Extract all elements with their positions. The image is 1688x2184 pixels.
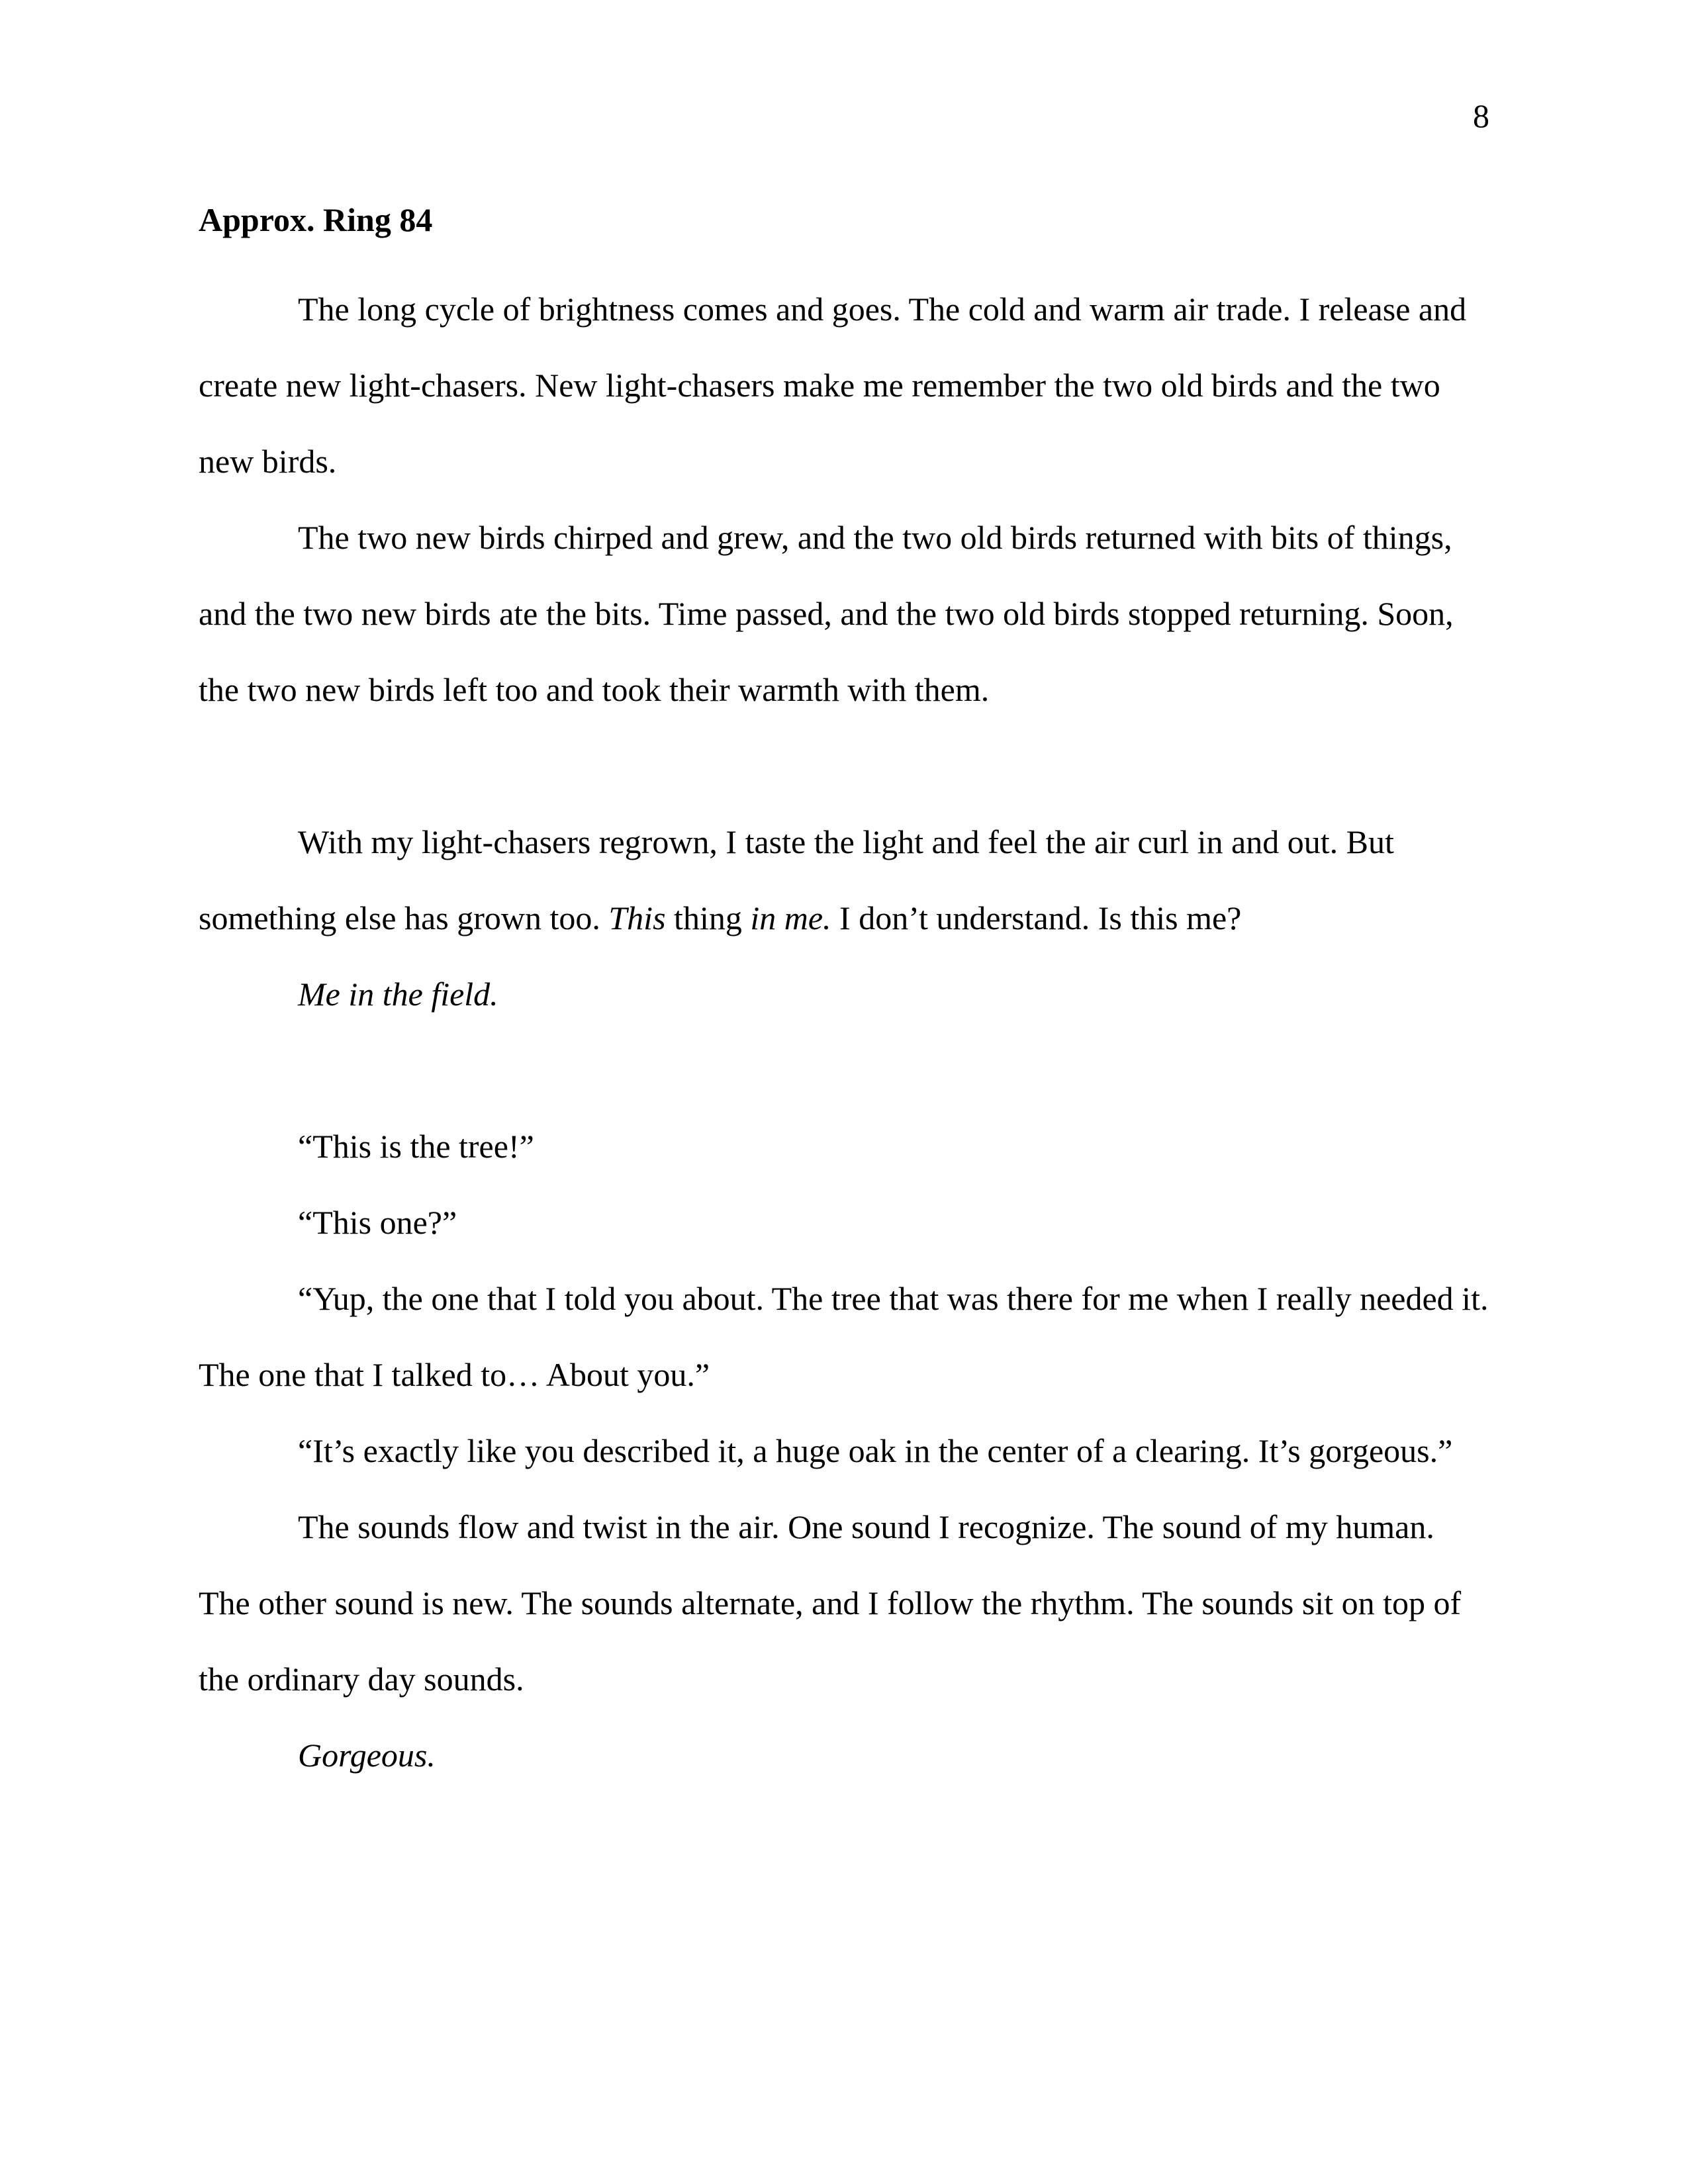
paragraph-1: The long cycle of brightness comes and goes. The cold and warm air trade. I release and create new light-chasers. New light-chasers make me remember the two old birds and the two new birds. [199,291,1467,480]
paragraph-6: “This one?” [298,1204,457,1241]
paragraph-5: “This is the tree!” [298,1128,534,1165]
paragraph-10-italic: Gorgeous. [298,1737,436,1774]
paragraph-group-1 [199,271,1489,728]
document-body [199,197,1489,1794]
paragraph-2: The two new birds chirped and grew, and the two old birds returned with bits of things, and the two new birds ate the bits. Time passed, and the two old birds stopped returning. Soon, the two new birds left too and took their warmth with them. [199,519,1454,708]
page-number: 8 [1473,97,1489,134]
section-break-2 [199,1032,1489,1109]
paragraph-7: “Yup, the one that I told you about. The tree that was there for me when I really needed it. The one that I talked to… About you.” [199,1280,1489,1393]
paragraph-10 [199,1717,1489,1794]
section-break-1 [199,728,1489,804]
section-heading: Approx. Ring 84 [199,201,433,238]
paragraph-4-italic: Me in the field. [298,976,498,1013]
paragraph-3-italic-2: in me. [750,899,831,936]
paragraph-4 [199,956,1489,1032]
paragraph-3 [199,804,1489,956]
paragraph-3-mid: thing [674,899,742,936]
paragraph-3-end: I don’t understand. Is this me? [839,899,1242,936]
paragraph-3-italic-1: This [608,899,666,936]
paragraph-3-text: With my light-chasers regrown, I taste the light and feel the air curl in and out. But something else has grown too. [199,823,1394,936]
paragraph-9: The sounds flow and twist in the air. One sound I recognize. The sound of my human. The other sound is new. The sounds alternate, and I follow the rhythm. The sounds sit on top of the ordinary day sounds. [199,1508,1462,1698]
paragraph-8: “It’s exactly like you described it, a huge oak in the center of a clearing. It’s gorgeous.” [298,1432,1453,1469]
